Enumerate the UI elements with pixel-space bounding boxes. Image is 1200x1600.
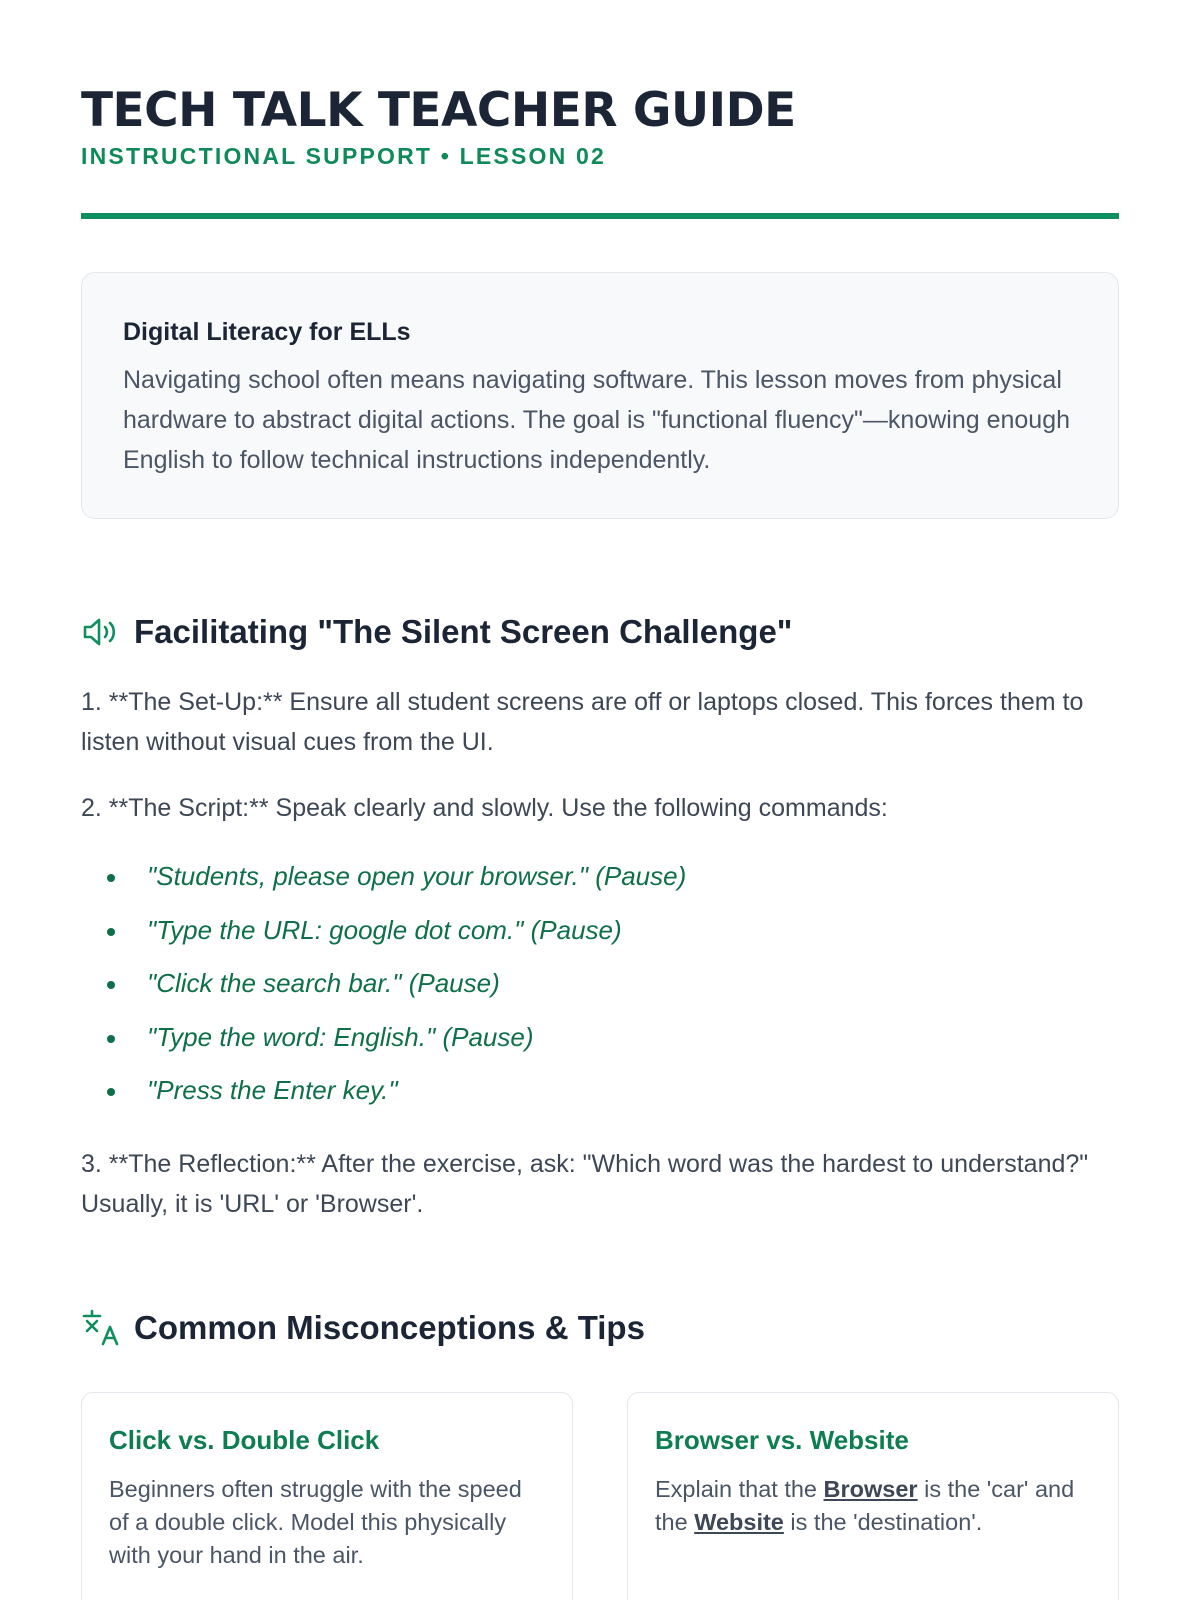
tip-text-before: Explain that the bbox=[655, 1475, 824, 1502]
command-text: "Students, please open your browser." (Pause) bbox=[147, 861, 687, 891]
bullet-icon bbox=[107, 1088, 115, 1096]
command-text: "Press the Enter key." bbox=[147, 1075, 398, 1105]
command-list bbox=[81, 850, 1119, 1118]
challenge-heading: Facilitating "The Silent Screen Challenge" bbox=[134, 613, 793, 650]
step-setup: 1. **The Set-Up:** Ensure all student screens are off or laptops closed. This forces them to listen without visual cues from the UI. bbox=[81, 688, 1084, 756]
tips-section-header bbox=[81, 1308, 1119, 1348]
translate-icon bbox=[81, 1308, 121, 1348]
tip-title: Click vs. Double Click bbox=[109, 1424, 380, 1455]
command-text: "Click the search bar." (Pause) bbox=[147, 968, 500, 998]
intro-title: Digital Literacy for ELLs bbox=[123, 318, 411, 346]
tips-grid bbox=[81, 1392, 1119, 1600]
tip-text: Beginners often struggle with the speed of a double click. Model this physically with your hand in the air. bbox=[109, 1475, 522, 1568]
term-browser: Browser bbox=[823, 1475, 918, 1502]
tip-title: Browser vs. Website bbox=[655, 1424, 909, 1455]
command-text: "Type the URL: google dot com." (Pause) bbox=[147, 914, 622, 945]
intro-callout bbox=[81, 272, 1119, 519]
bullet-icon bbox=[107, 1035, 115, 1043]
tip-text-middle: is the 'car' and the bbox=[655, 1475, 1075, 1535]
tip-text bbox=[655, 1473, 1091, 1539]
bullet-icon bbox=[107, 981, 115, 989]
speaker-icon bbox=[81, 612, 121, 652]
header-divider bbox=[81, 213, 1119, 219]
tip-card-click bbox=[81, 1392, 573, 1600]
command-text: "Type the word: English." (Pause) bbox=[147, 1021, 534, 1052]
tip-text-after: is the 'destination'. bbox=[783, 1508, 983, 1535]
list-item bbox=[107, 957, 1119, 1011]
page-title: TECH TALK TEACHER GUIDE bbox=[81, 83, 796, 138]
bullet-icon bbox=[107, 928, 115, 936]
list-item bbox=[107, 1011, 1119, 1065]
list-item bbox=[107, 904, 1119, 958]
tip-card-browser bbox=[627, 1392, 1119, 1600]
tips-heading: Common Misconceptions & Tips bbox=[134, 1308, 645, 1346]
term-website: Website bbox=[694, 1508, 784, 1535]
list-item bbox=[107, 850, 1119, 904]
step-script: 2. **The Script:** Speak clearly and slowly. Use the following commands: bbox=[81, 794, 888, 822]
page-subtitle: INSTRUCTIONAL SUPPORT • LESSON 02 bbox=[81, 143, 606, 169]
intro-text: Navigating school often means navigating software. This lesson moves from physical hardware to abstract digital actions. The goal is "functional fluency"—knowing enough English to follow technical instructions independently. bbox=[123, 366, 1071, 474]
bullet-icon bbox=[107, 874, 115, 882]
challenge-section-header bbox=[81, 612, 1119, 652]
list-item bbox=[107, 1064, 1119, 1118]
step-reflection: 3. **The Reflection:** After the exercise, ask: "Which word was the hardest to understand?" Usually, it is 'URL' or 'Browser'. bbox=[81, 1149, 1089, 1218]
